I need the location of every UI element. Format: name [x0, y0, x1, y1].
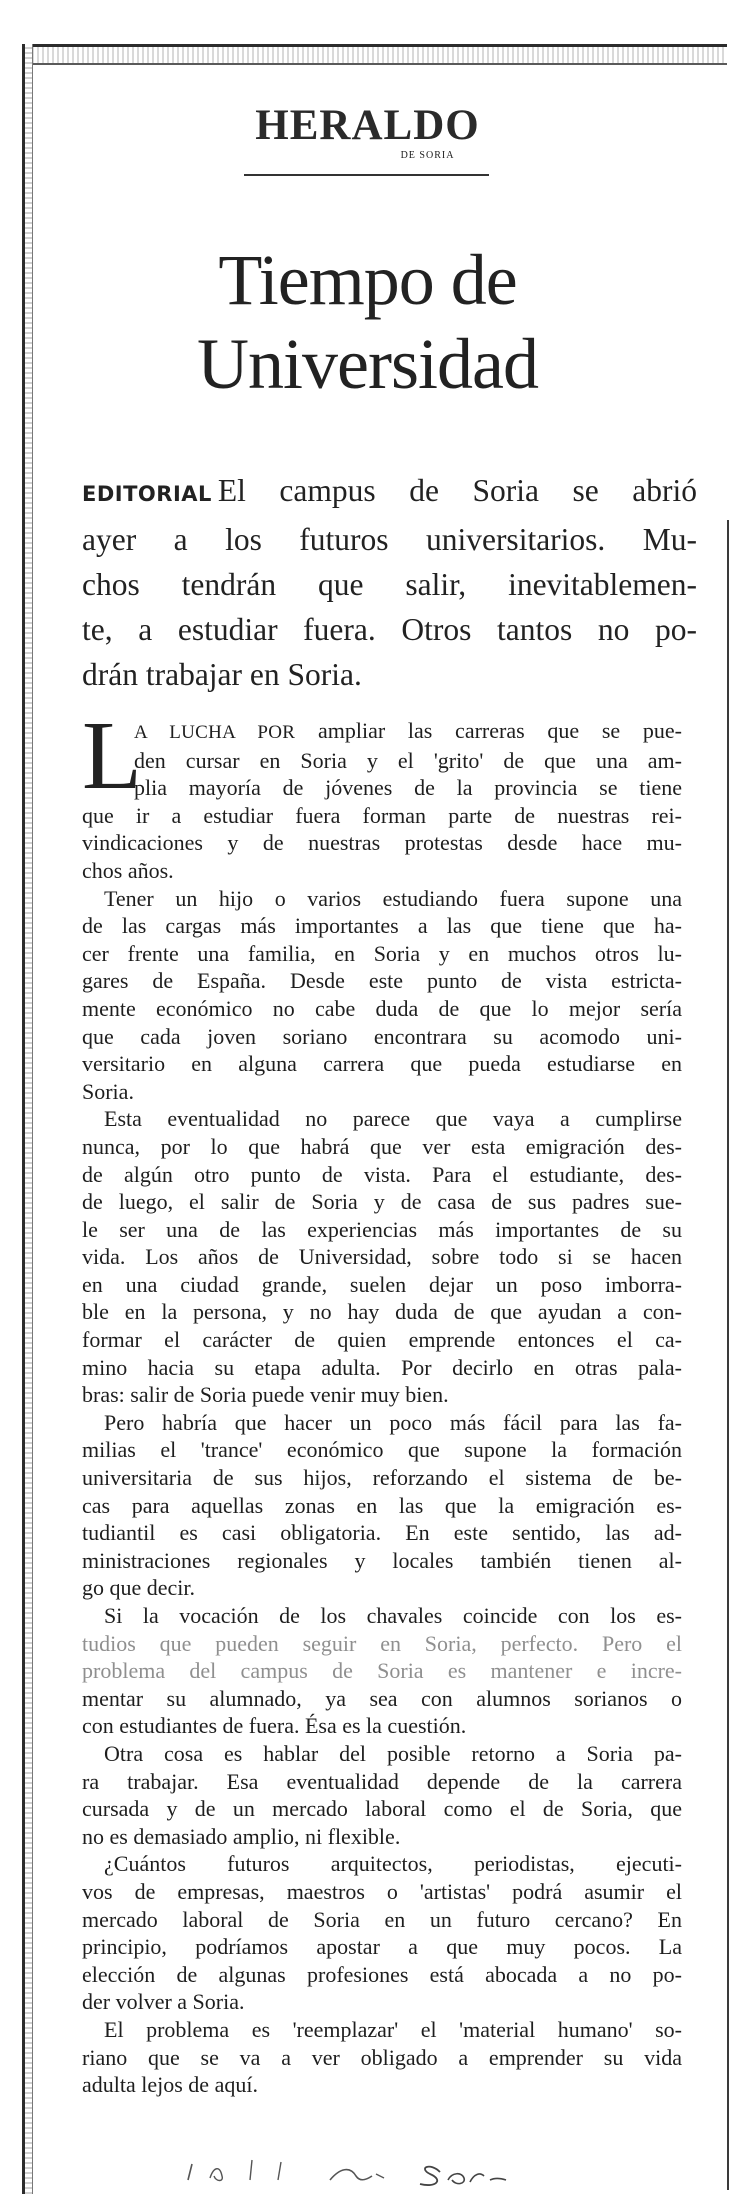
body-line: der volver a Soria.	[82, 1989, 245, 2015]
body-line: cas para aquellas zonas en las que la emigración es-	[82, 1492, 682, 1518]
body-line: cursada y de un mercado laboral como el de Soria, que	[82, 1796, 682, 1822]
body-line: milias el 'trance' económico que supone la formación	[82, 1437, 682, 1463]
body-line: no es demasiado amplio, ni flexible.	[82, 1823, 401, 1849]
lead-line: EDITORIAL El campus de Soria se abrió	[82, 473, 697, 508]
clipping-top-border	[22, 44, 727, 65]
drop-cap: L	[82, 702, 142, 810]
article-headline	[0, 238, 735, 406]
body-line: de algún otro punto de vista. Para el estudiante, des-	[82, 1161, 682, 1187]
paragraph-6	[82, 1740, 682, 1850]
body-line: riano que se va a ver obligado a emprender su vida	[82, 2044, 682, 2070]
handwritten-source-note	[180, 2150, 600, 2190]
masthead-subname: DE SORIA	[400, 150, 455, 161]
body-line: vos de empresas, maestros o 'artistas' podrá asumir el	[82, 1878, 682, 1904]
body-line: A LUCHA POR ampliar las carreras que se pue-	[134, 718, 682, 743]
body-line: Pero habría que hacer un poco más fácil para las fa-	[104, 1409, 682, 1435]
lead-line: chos tendrán que salir, inevitablemen-	[82, 567, 697, 602]
body-line: le ser una de las experiencias más importantes de su	[82, 1216, 682, 1242]
body-line: gares de España. Desde este punto de vista estricta-	[82, 968, 682, 994]
opening-small-caps: A LUCHA POR	[134, 722, 296, 743]
lead-line: drán trabajar en Soria.	[82, 657, 362, 692]
paragraph-1	[82, 702, 682, 885]
paragraph-5	[82, 1602, 682, 1740]
lead-line: ayer a los futuros universitarios. Mu-	[82, 522, 697, 557]
paragraph-7	[82, 1850, 682, 2016]
body-line: versitario en alguna carrera que pueda estudiarse en	[82, 1051, 682, 1077]
body-line: ble en la persona, y no hay duda de que ayudan a con-	[82, 1299, 682, 1325]
body-line: mercado laboral de Soria en un futuro cercano? En	[82, 1906, 682, 1932]
body-line: formar el carácter de quien emprende entonces el ca-	[82, 1327, 682, 1353]
body-line: que ir a estudiar fuera forman parte de nuestras rei-	[82, 802, 682, 828]
body-line: en una ciudad grande, suelen dejar un poso imborra-	[82, 1271, 682, 1297]
paragraph-4	[82, 1409, 682, 1602]
body-line: go que decir.	[82, 1575, 196, 1601]
body-line: universitaria de sus hijos, reforzando el sistema de be-	[82, 1465, 682, 1491]
body-line: bras: salir de Soria puede venir muy bien.	[82, 1382, 449, 1408]
headline-line-2: Universidad	[197, 324, 538, 404]
article-body	[82, 702, 682, 2099]
lead-line: te, a estudiar fuera. Otros tantos no po-	[82, 612, 697, 647]
paragraph-8	[82, 2016, 682, 2099]
body-line: ministraciones regionales y locales también tienen al-	[82, 1547, 682, 1573]
paragraph-3	[82, 1105, 682, 1409]
body-line: principio, podríamos apostar a que muy pocos. La	[82, 1934, 682, 1960]
body-line: adulta lejos de aquí.	[82, 2072, 258, 2098]
body-line: elección de algunas profesiones está abocada a no po-	[82, 1961, 682, 1987]
headline-line-1: Tiempo de	[218, 240, 517, 320]
body-line: problema del campus de Soria es mantener e incre-	[82, 1658, 682, 1684]
body-line: tudios que pueden seguir en Soria, perfecto. Pero el	[82, 1630, 682, 1656]
body-line: ra trabajar. Esa eventualidad depende de la carrera	[82, 1768, 682, 1794]
handwriting-scrawl	[180, 2150, 600, 2190]
newspaper-masthead	[0, 104, 735, 162]
masthead-underline	[244, 174, 489, 176]
body-line: den cursar en Soria y el 'grito' de que una am-	[134, 747, 682, 773]
body-line: chos años.	[82, 857, 174, 883]
body-line: vindicaciones y de nuestras protestas desde hace mu-	[82, 830, 682, 856]
body-line: mentar su alumnado, ya sea con alumnos sorianos o	[82, 1685, 682, 1711]
column-right-rule	[727, 520, 729, 2190]
body-line: tudiantil es casi obligatoria. En este sentido, las ad-	[82, 1520, 682, 1546]
body-line: vida. Los años de Universidad, sobre todo si se hacen	[82, 1244, 682, 1270]
body-line: cer frente una familia, en Soria y en muchos otros lu-	[82, 940, 682, 966]
section-kicker: EDITORIAL	[82, 482, 212, 506]
body-line: que cada joven soriano encontrara su acomodo uni-	[82, 1023, 682, 1049]
body-line: El problema es 'reemplazar' el 'material humano' so-	[104, 2016, 682, 2042]
body-line: Otra cosa es hablar del posible retorno a Soria pa-	[104, 1740, 682, 1766]
body-line: nunca, por lo que habrá que ver esta emigración des-	[82, 1133, 682, 1159]
body-line: Esta eventualidad no parece que vaya a cumplirse	[104, 1106, 682, 1132]
paragraph-2	[82, 885, 682, 1106]
body-line: plia mayoría de jóvenes de la provincia se tiene	[134, 775, 682, 801]
body-line: de luego, el salir de Soria y de casa de sus padres sue-	[82, 1189, 682, 1215]
masthead-name: HERALDO	[255, 102, 480, 149]
body-line: de las cargas más importantes a las que tiene que ha-	[82, 913, 682, 939]
body-line: ¿Cuántos futuros arquitectos, periodistas, ejecuti-	[104, 1851, 682, 1877]
body-line: con estudiantes de fuera. Ésa es la cuestión.	[82, 1713, 467, 1739]
body-line: Tener un hijo o varios estudiando fuera supone una	[104, 885, 682, 911]
body-line: Si la vocación de los chavales coincide con los es-	[104, 1603, 682, 1628]
body-line: mino hacia su etapa adulta. Por decirlo en otras pala-	[82, 1354, 682, 1380]
article-lead	[82, 468, 697, 697]
body-line: Soria.	[82, 1078, 134, 1104]
body-line: mente económico no cabe duda de que lo mejor sería	[82, 995, 682, 1021]
